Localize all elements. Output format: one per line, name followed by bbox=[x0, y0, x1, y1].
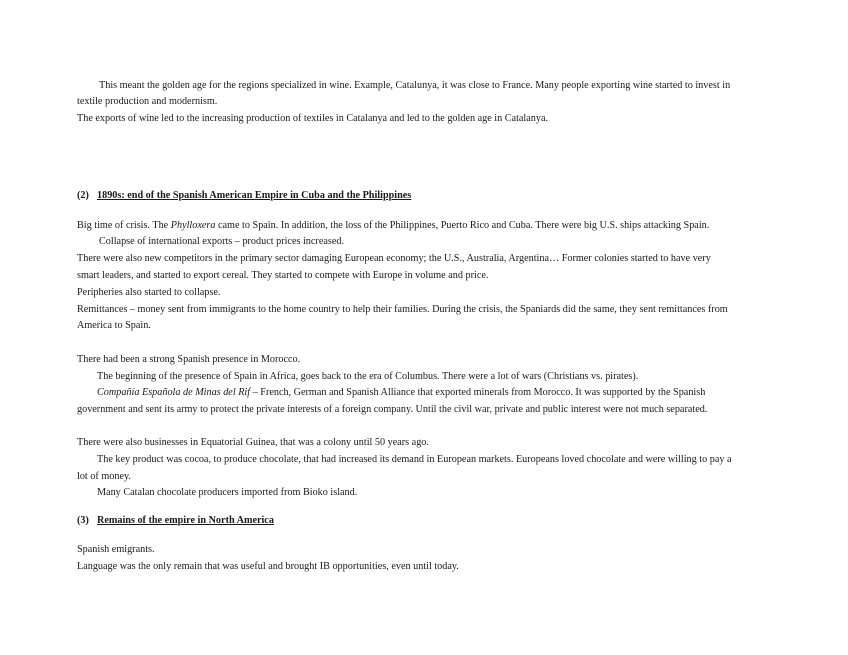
crisis-line bbox=[77, 220, 709, 232]
morocco-line: There had been a strong Spanish presence in Morocco. bbox=[77, 354, 301, 365]
intro-paragraph-1-line-1: This meant the golden age for the regions specialized in wine. Example, Catalunya, it was close to France. Many people exporting wine started to invest in bbox=[99, 80, 731, 91]
catalan-line: Many Catalan chocolate producers imported from Bioko island. bbox=[97, 487, 358, 498]
section-3-heading bbox=[77, 515, 274, 527]
collapse-line: Collapse of international exports – product prices increased. bbox=[99, 236, 344, 247]
section-2-heading bbox=[77, 190, 411, 202]
remittances-line-1: Remittances – money sent from immigrants to the home country to help their families. During the crisis, the Spaniards did the same, they sent remittances from bbox=[77, 304, 728, 315]
guinea-line: There were also businesses in Equatorial Guinea, that was a colony until 50 years ago. bbox=[77, 437, 429, 448]
phylloxera-term: Phylloxera bbox=[170, 220, 216, 231]
language-line: Language was the only remain that was useful and brought IB opportunities, even until today. bbox=[77, 561, 459, 572]
section-3-number: (3) bbox=[77, 515, 89, 526]
intro-paragraph-1-line-2: textile production and modernism. bbox=[77, 96, 218, 107]
africa-line: The beginning of the presence of Spain in Africa, goes back to the era of Columbus. There were a lot of wars (Christians vs. pirates). bbox=[97, 371, 639, 382]
cocoa-line-2: lot of money. bbox=[77, 471, 131, 482]
cocoa-line-1: The key product was cocoa, to produce chocolate, that had increased its demand in European markets. Europeans loved chocolate and were willing to pay a bbox=[97, 454, 732, 465]
section-3-title: Remains of the empire in North America bbox=[97, 515, 274, 526]
company-line-2: government and sent its army to protect the private interests of a foreign company. Until the civil war, private and public interest were not much separated. bbox=[77, 404, 708, 415]
peripheries-line: Peripheries also started to collapse. bbox=[77, 287, 221, 298]
company-line-1 bbox=[97, 387, 705, 399]
competitors-line-2: smart leaders, and started to export cereal. They started to compete with Europe in volume and price. bbox=[77, 270, 489, 281]
section-2-number: (2) bbox=[77, 190, 89, 201]
company-text: – French, German and Spanish Alliance that exported minerals from Morocco. It was supported by the Spanish bbox=[250, 387, 706, 398]
remittances-line-2: America to Spain. bbox=[77, 320, 151, 331]
section-2-title: 1890s: end of the Spanish American Empire in Cuba and the Philippines bbox=[97, 190, 412, 201]
company-name: Compañía Española de Minas del Rif bbox=[97, 387, 251, 398]
competitors-line-1: There were also new competitors in the primary sector damaging European economy; the U.S., Australia, Argentina… Former colonies started to have very bbox=[77, 253, 711, 264]
emigrants-line: Spanish emigrants. bbox=[77, 544, 155, 555]
intro-paragraph-2: The exports of wine led to the increasing production of textiles in Catalanya and led to the golden age in Catalanya. bbox=[77, 113, 549, 124]
crisis-text-post: came to Spain. In addition, the loss of the Philippines, Puerto Rico and Cuba. There were big U.S. ships attacking Spain. bbox=[215, 220, 710, 231]
crisis-text-pre: Big time of crisis. The bbox=[77, 220, 171, 231]
